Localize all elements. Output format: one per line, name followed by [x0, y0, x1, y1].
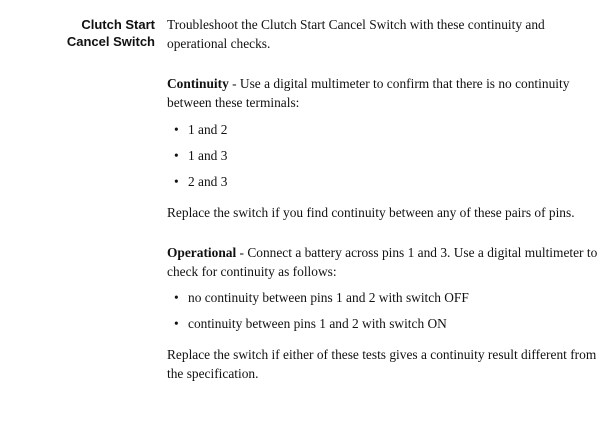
operational-paragraph — [167, 243, 607, 281]
section-heading — [0, 16, 155, 50]
section-heading-line-1: Clutch Start — [81, 17, 155, 32]
list-item-text: continuity between pins 1 and 2 with switch ON — [188, 316, 447, 331]
continuity-label: Continuity — [167, 76, 229, 91]
list-item — [167, 172, 607, 191]
bullet-icon: • — [174, 174, 179, 189]
continuity-list — [167, 120, 607, 191]
operational-label: Operational — [167, 245, 237, 260]
section-heading-line-2: Cancel Switch — [66, 34, 155, 49]
continuity-text: - Use a digital multimeter to confirm that there is no continuity between these terminals: — [167, 76, 570, 110]
list-item — [167, 314, 607, 333]
intro-paragraph: Troubleshoot the Clutch Start Cancel Switch with these continuity and operational checks. — [167, 17, 545, 51]
section-body — [167, 15, 607, 383]
operational-note: Replace the switch if either of these tests gives a continuity result different from the specification. — [167, 347, 597, 381]
bullet-icon: • — [174, 290, 179, 305]
list-item-text: 1 and 2 — [188, 122, 228, 137]
bullet-icon: • — [174, 316, 179, 331]
continuity-note: Replace the switch if you find continuity between any of these pairs of pins. — [167, 205, 575, 220]
continuity-paragraph — [167, 74, 607, 112]
list-item-text: no continuity between pins 1 and 2 with switch OFF — [188, 290, 469, 305]
bullet-icon: • — [174, 148, 179, 163]
list-item — [167, 146, 607, 165]
bullet-icon: • — [174, 122, 179, 137]
list-item-text: 2 and 3 — [188, 174, 228, 189]
operational-text: - Connect a battery across pins 1 and 3. Use a digital multimeter to check for continuity as follows: — [167, 245, 598, 279]
list-item-text: 1 and 3 — [188, 148, 228, 163]
list-item — [167, 120, 607, 139]
list-item — [167, 288, 607, 307]
operational-list — [167, 288, 607, 333]
